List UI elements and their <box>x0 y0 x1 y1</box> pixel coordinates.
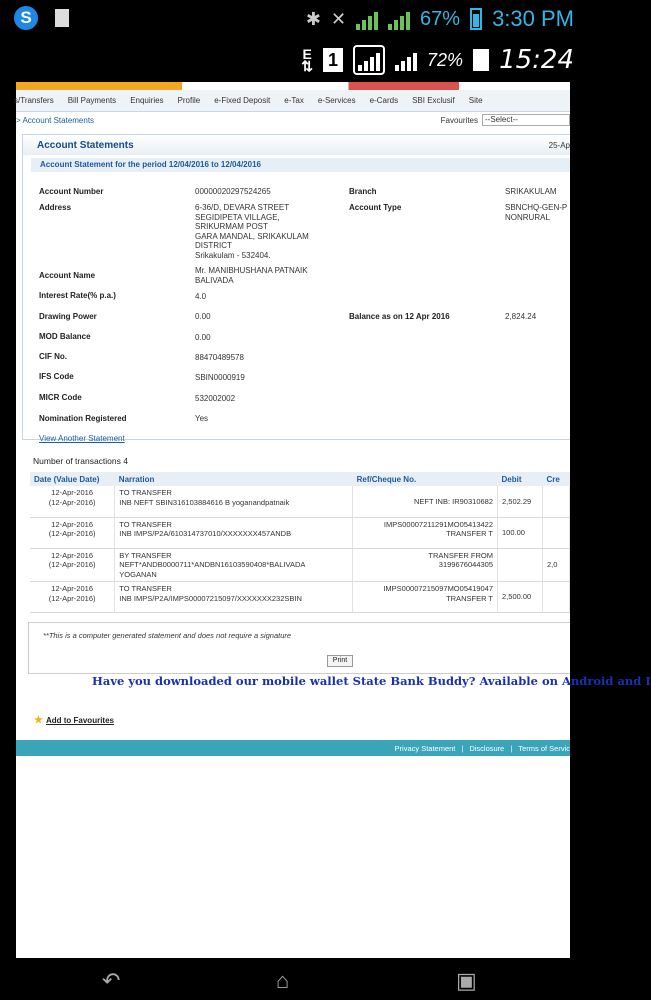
footer-separator: | <box>461 743 464 753</box>
table-row: 12-Apr-2016 (12-Apr-2016) TO TRANSFER INB IMPS/P2A/610314737010/XXXXXXX457ANDB IMPS00007211291MO05413422 TRANSFER T 100.00 <box>30 517 570 548</box>
table-row: 12-Apr-2016 (12-Apr-2016) TO TRANSFER INB NEFT SBIN316103884616 B yoganandpatnaik NEFT INB: IR90310682 2,502.29 <box>30 486 570 517</box>
value-interest-rate: 4.0 <box>195 292 207 301</box>
col-credit: Cre <box>542 472 569 486</box>
favourites-select[interactable]: --Select-- <box>482 114 570 126</box>
document-icon <box>55 9 69 27</box>
col-ref: Ref/Cheque No. <box>353 472 498 486</box>
nav-item-sbi-exclusif[interactable]: SBI Exclusif <box>412 96 455 105</box>
nav-item-profile[interactable]: Profile <box>177 96 201 105</box>
status-bar <box>0 0 586 38</box>
main-nav <box>16 90 570 112</box>
mute-icon: ✕ <box>330 8 347 29</box>
nav-item-e-tax[interactable]: e-Tax <box>284 96 304 105</box>
nav-item-e-services[interactable]: e-Services <box>317 96 356 105</box>
value-cif: 88470489578 <box>195 353 244 362</box>
signal-icon-2 <box>388 8 410 30</box>
value-ifs: SBIN0000919 <box>195 373 245 382</box>
label-interest-rate: Interest Rate(% p.a.) <box>39 291 116 300</box>
battery-percent: 67% <box>420 7 461 30</box>
footer-terms-link[interactable]: Terms of Servic <box>518 743 570 753</box>
label-drawing-power: Drawing Power <box>39 312 97 321</box>
transaction-count: Number of transactions 4 <box>33 456 128 466</box>
label-ifs: IFS Code <box>39 372 74 381</box>
top-banner <box>16 82 570 90</box>
panel-title: Account Statements <box>37 139 134 151</box>
label-account-type: Account Type <box>349 203 402 212</box>
label-mod-balance: MOD Balance <box>39 332 91 341</box>
clock: 3:30 PM <box>492 6 574 31</box>
nav-item-enquiries[interactable]: Enquiries <box>130 96 164 105</box>
nav-item-site[interactable]: Site <box>468 96 483 105</box>
footer-separator: | <box>510 743 513 753</box>
inner-status-bar <box>0 38 586 82</box>
battery-icon <box>470 8 482 30</box>
view-another-statement-link[interactable]: View Another Statement <box>39 434 125 443</box>
signal-icon-2 <box>395 49 417 71</box>
statement-period: Account Statement for the period 12/04/2016 to 12/04/2016 <box>31 158 570 172</box>
footer-disclosure-link[interactable]: Disclosure <box>469 743 505 753</box>
add-to-favourites-label: Add to Favourites <box>45 716 114 725</box>
breadcrumb[interactable]: > Account Statements <box>16 115 95 125</box>
favourites-label: Favourites <box>440 115 478 125</box>
add-to-favourites[interactable] <box>34 715 114 726</box>
app-logo-icon: S <box>14 6 38 30</box>
bluetooth-icon: ✱ <box>305 8 321 29</box>
value-account-number: 00000020297524265 <box>195 187 271 196</box>
web-page <box>14 82 651 958</box>
computer-generated-note: **This is a computer generated statement and does not require a signature <box>43 631 292 640</box>
footer-bar <box>16 740 570 756</box>
signal-icon <box>356 8 378 30</box>
col-debit: Debit <box>498 472 543 486</box>
battery-icon <box>473 49 489 71</box>
battery-percent: 72% <box>427 49 464 70</box>
label-balance: Balance as on 12 Apr 2016 <box>349 312 450 321</box>
network-type: E ⇅ <box>301 46 314 74</box>
value-drawing-power: 0.00 <box>195 312 211 321</box>
value-branch: SRIKAKULAM <box>505 187 557 196</box>
table-row: 12-Apr-2016 (12-Apr-2016) TO TRANSFER INB IMPS/P2A/IMPS00007215097/XXXXXXX232SBIN IMPS00007215097MO05419047 TRANSFER T 2,500.00 <box>30 582 570 613</box>
label-branch: Branch <box>349 187 377 196</box>
label-account-name: Account Name <box>39 271 96 280</box>
signal-icon <box>353 45 385 75</box>
sim-indicator: 1 <box>323 48 343 72</box>
back-icon[interactable]: ↶ <box>102 968 121 993</box>
value-account-name: Mr. MANIBHUSHANA PATNAIK BALIVADA <box>195 266 308 285</box>
home-icon[interactable]: ⌂ <box>276 968 290 993</box>
favourite-star-icon: ★ <box>34 715 43 726</box>
value-address: 6-36/D, DEVARA STREET SEGIDIPETA VILLAGE, SRIKURMAM POST GARA MANDAL, SRIKAKULAM DISTRICT Srikakulam - 532404. <box>195 203 309 260</box>
table-row: 12-Apr-2016 (12-Apr-2016) BY TRANSFER NEFT*ANDB0000711*ANDBN16103590408*BALIVADA YOGANAN TRANSFER FROM 3199676044305 2,0 <box>30 548 570 582</box>
promo-banner[interactable]: Have you downloaded our mobile wallet State Bank Buddy? Available on Android and I <box>92 674 651 688</box>
value-balance: 2,824.24 <box>505 312 537 321</box>
label-nomination: Nomination Registered <box>39 414 127 423</box>
label-micr: MICR Code <box>39 393 82 402</box>
system-nav-bar <box>0 958 586 1000</box>
clock: 15:24 <box>499 45 574 75</box>
value-account-type: SBNCHQ-GEN-P NONRURAL <box>505 203 568 222</box>
nav-item-e-cards[interactable]: e-Cards <box>369 96 399 105</box>
label-account-number: Account Number <box>39 187 104 196</box>
label-address: Address <box>39 203 72 212</box>
recent-apps-icon[interactable]: ▣ <box>456 968 477 993</box>
panel-date: 25-Ap <box>548 140 570 150</box>
footer-privacy-link[interactable]: Privacy Statement <box>394 743 456 753</box>
nav-item-transfers[interactable]: s/Transfers <box>14 96 54 105</box>
account-statement-panel <box>22 134 570 443</box>
statement-note-box <box>28 622 570 674</box>
print-button[interactable]: Print <box>327 655 353 667</box>
nav-item-bill-payments[interactable]: Bill Payments <box>67 96 117 105</box>
col-date: Date (Value Date) <box>30 472 115 486</box>
favourites <box>441 114 570 126</box>
value-micr: 532002002 <box>195 394 236 403</box>
col-narration: Narration <box>115 472 353 486</box>
value-nomination: Yes <box>195 414 209 423</box>
value-mod-balance: 0.00 <box>195 333 211 342</box>
label-cif: CIF No. <box>39 352 67 361</box>
nav-item-e-fixed-deposit[interactable]: e-Fixed Deposit <box>214 96 271 105</box>
transactions-table <box>30 472 570 613</box>
